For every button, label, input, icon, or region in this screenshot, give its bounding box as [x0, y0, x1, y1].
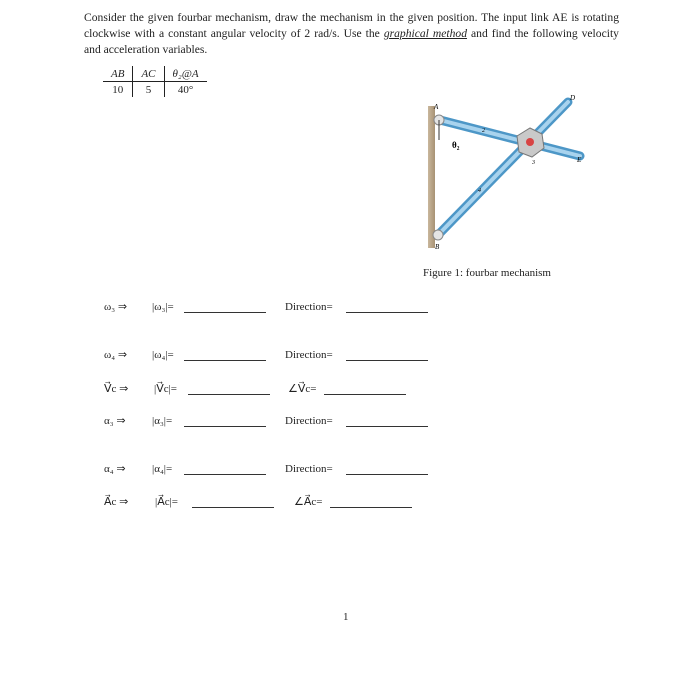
label-link-3: 3: [532, 160, 535, 166]
label-e: E: [577, 156, 582, 164]
omega4-direction-blank[interactable]: [346, 350, 428, 361]
row-ac: [0, 493, 693, 511]
label-alpha4-magnitude: |α₄|=: [152, 463, 173, 475]
header-theta: θ₂@A: [164, 66, 207, 82]
symbol-omega4: ω₄ ⇒: [104, 349, 128, 361]
label-theta: θ₂: [452, 140, 460, 150]
fourbar-figure: [420, 90, 600, 262]
page-number: 1: [343, 611, 349, 623]
problem-text-pre: Consider the given fourbar mechanism, draw the mechanism in the given position. The input link AE is rotating clockwise with a constant angular velocity of 2 rad/s. Use the: [84, 11, 619, 40]
omega3-magnitude-blank[interactable]: [184, 302, 266, 313]
pin-b: [433, 230, 443, 240]
ac-magnitude-blank[interactable]: [192, 497, 274, 508]
alpha4-magnitude-blank[interactable]: [184, 464, 266, 475]
alpha3-direction-blank[interactable]: [346, 416, 428, 427]
label-vc-magnitude: |V⃗c|=: [154, 383, 178, 395]
symbol-ac: A⃗c ⇒: [104, 496, 129, 508]
parameter-value-row: [103, 82, 207, 98]
label-link-2: 2: [482, 128, 485, 134]
omega3-direction-blank[interactable]: [346, 302, 428, 313]
problem-text-post: and find the following velocity and acceleration variables.: [84, 27, 619, 56]
symbol-vc: V⃗c ⇒: [104, 383, 129, 395]
label-omega3-magnitude: |ω₃|=: [152, 301, 174, 313]
symbol-alpha3: α₃ ⇒: [104, 415, 126, 427]
symbol-omega3: ω₃ ⇒: [104, 301, 128, 313]
header-ac: AC: [133, 66, 164, 82]
label-ac-angle: ∠A⃗c=: [294, 496, 323, 508]
row-omega4: [0, 346, 693, 364]
row-vc: [0, 380, 693, 398]
label-a: A: [434, 103, 439, 111]
label-ac-magnitude: |A⃗c|=: [155, 496, 179, 508]
label-vc-angle: ∠V⃗c=: [288, 383, 317, 395]
label-alpha4-direction: Direction=: [285, 463, 333, 475]
parameter-header-row: [103, 66, 207, 82]
ground-wall: [428, 106, 435, 248]
slider-pin: [526, 138, 534, 146]
label-omega3-direction: Direction=: [285, 301, 333, 313]
alpha4-direction-blank[interactable]: [346, 464, 428, 475]
symbol-alpha4: α₄ ⇒: [104, 463, 126, 475]
label-alpha3-direction: Direction=: [285, 415, 333, 427]
row-omega3: [0, 298, 693, 316]
header-ab: AB: [103, 66, 133, 82]
label-d: D: [570, 94, 576, 102]
value-ab: 10: [112, 83, 124, 96]
ac-angle-blank[interactable]: [330, 497, 412, 508]
parameter-table: [103, 66, 207, 97]
graphical-method-link: graphical method: [383, 27, 468, 40]
value-ac: 5: [133, 82, 164, 98]
value-theta: 40°: [164, 82, 207, 98]
alpha3-magnitude-blank[interactable]: [184, 416, 266, 427]
row-alpha4: [0, 460, 693, 478]
label-alpha3-magnitude: |α₃|=: [152, 415, 173, 427]
label-omega4-magnitude: |ω₄|=: [152, 349, 174, 361]
label-link-4: 4: [478, 188, 481, 194]
link-2-highlight: [440, 120, 580, 156]
label-b: B: [435, 243, 440, 251]
vc-magnitude-blank[interactable]: [188, 384, 270, 395]
row-alpha3: [0, 412, 693, 430]
problem-statement: [84, 10, 619, 58]
omega4-magnitude-blank[interactable]: [184, 350, 266, 361]
figure-caption: Figure 1: fourbar mechanism: [423, 267, 551, 279]
label-omega4-direction: Direction=: [285, 349, 333, 361]
vc-angle-blank[interactable]: [324, 384, 406, 395]
